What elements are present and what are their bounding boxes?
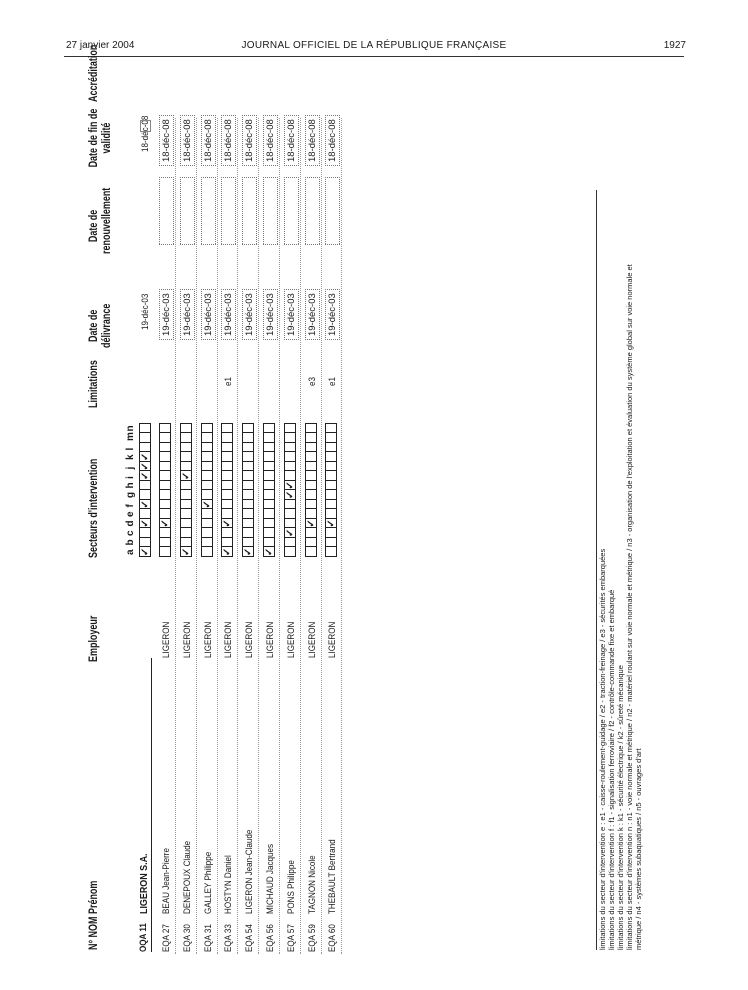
row-renewal <box>284 177 299 245</box>
row-renewal <box>159 177 174 245</box>
sector-empty-box <box>180 490 192 501</box>
sector-empty-box <box>180 528 192 539</box>
sector-empty-box <box>180 423 192 434</box>
row-separator <box>237 118 238 954</box>
row-separator <box>341 118 342 954</box>
sector-checked-box: ✓ <box>140 471 151 480</box>
sector-empty-box <box>325 528 337 539</box>
sector-empty-box <box>242 433 254 444</box>
sector-empty-box <box>284 518 296 529</box>
row-name: DENEPOUX Claude <box>181 840 193 914</box>
row-delivery: 19-déc-03 <box>221 289 236 340</box>
sector-empty-box <box>284 499 296 510</box>
org-number: OQA 11 <box>138 923 149 952</box>
row-sector-boxes <box>305 424 317 557</box>
row-end-validity: 18-déc-08 <box>284 115 299 166</box>
row-name: LIGERON Jean-Claude <box>244 829 256 914</box>
row-name: GALLEY Philippe <box>202 851 214 914</box>
sector-empty-box <box>263 461 275 472</box>
sector-empty-box <box>325 452 337 463</box>
row-renewal <box>325 177 340 245</box>
row-employer: LIGERON <box>202 621 214 658</box>
sector-empty-box <box>305 480 317 491</box>
row-renewal <box>180 177 195 245</box>
sector-letter: g <box>125 491 136 498</box>
sector-empty-box <box>242 490 254 501</box>
sector-checked-box: ✓ <box>180 471 192 480</box>
row-end-validity: 18-déc-08 <box>159 115 174 166</box>
accreditation-checkbox-icon <box>140 120 151 132</box>
sector-empty-box <box>284 509 296 520</box>
sector-empty-box <box>325 480 337 491</box>
sector-empty-box <box>139 480 151 491</box>
sector-empty-box <box>159 537 171 548</box>
sector-empty-box <box>180 452 192 463</box>
sector-empty-box <box>201 537 213 548</box>
row-name: TAGNON Nicole <box>306 855 318 914</box>
sector-empty-box <box>263 423 275 434</box>
sector-empty-box <box>284 547 296 558</box>
row-number: EQA 59 <box>306 924 318 952</box>
sector-letter: f <box>125 504 136 508</box>
sector-empty-box <box>263 433 275 444</box>
row-sector-boxes <box>180 424 192 557</box>
sector-letter: b <box>125 539 136 546</box>
sector-empty-box <box>325 423 337 434</box>
sector-empty-box <box>242 442 254 453</box>
row-sector-boxes <box>221 424 233 557</box>
sector-empty-box <box>221 442 233 453</box>
header-num-name: N° NOM Prénom <box>88 880 100 950</box>
row-sector-boxes <box>201 424 213 557</box>
sector-empty-box <box>305 423 317 434</box>
row-delivery: 19-déc-03 <box>159 289 174 340</box>
sector-empty-box <box>201 509 213 520</box>
sector-empty-box <box>159 461 171 472</box>
sector-empty-box <box>242 423 254 434</box>
sector-empty-box <box>221 471 233 482</box>
org-sector-boxes <box>139 424 151 557</box>
org-name: LIGERON S.A. <box>138 853 150 914</box>
sector-empty-box <box>242 480 254 491</box>
row-delivery: 19-déc-03 <box>201 289 216 340</box>
row-delivery: 19-déc-03 <box>263 289 278 340</box>
sector-checked-box: ✓ <box>140 547 151 556</box>
header-delivery: Date de délivrance <box>88 303 113 349</box>
sector-empty-box <box>180 537 192 548</box>
sector-empty-box <box>325 537 337 548</box>
row-end-validity: 18-déc-08 <box>180 115 195 166</box>
sector-empty-box <box>305 442 317 453</box>
sector-checked-box: ✓ <box>222 547 234 556</box>
footnote-n-cont: métrique / n4 - systèmes subaquatiques / n5 - ouvrages d'art <box>634 748 643 950</box>
sector-empty-box <box>284 461 296 472</box>
row-separator <box>217 118 218 954</box>
sector-empty-box <box>159 423 171 434</box>
footnote-rule <box>596 190 597 950</box>
sector-checked-box: ✓ <box>201 500 213 509</box>
header-sectors: Secteurs d'intervention <box>88 458 100 558</box>
row-limitation: e1 <box>223 377 235 386</box>
sector-empty-box <box>305 547 317 558</box>
sector-empty-box <box>159 452 171 463</box>
sector-empty-box <box>221 528 233 539</box>
sector-empty-box <box>201 480 213 491</box>
row-end-validity: 18-déc-08 <box>325 115 340 166</box>
row-name: HOSTYN Daniel <box>223 855 235 914</box>
sector-empty-box <box>284 471 296 482</box>
sector-empty-box <box>180 499 192 510</box>
sector-empty-box <box>305 509 317 520</box>
row-name: BEAU Jean-Pierre <box>161 848 172 914</box>
sector-empty-box <box>242 461 254 472</box>
sector-checked-box: ✓ <box>305 519 317 528</box>
sector-empty-box <box>159 547 171 558</box>
sector-empty-box <box>159 433 171 444</box>
header-renewal: Date de renouvellement <box>88 187 113 254</box>
sector-checked-box: ✓ <box>264 547 275 556</box>
row-number: EQA 56 <box>265 924 276 952</box>
row-end-validity: 18-déc-08 <box>201 115 216 166</box>
row-sector-boxes <box>325 424 337 557</box>
sector-letter: k <box>125 454 136 460</box>
sector-empty-box <box>305 461 317 472</box>
sector-empty-box <box>263 452 275 463</box>
row-end-validity: 18-déc-08 <box>242 115 257 166</box>
sector-empty-box <box>221 461 233 472</box>
sector-checked-box: ✓ <box>140 452 151 461</box>
row-separator <box>175 118 176 954</box>
row-end-validity: 18-déc-08 <box>305 115 320 166</box>
sector-checked-box: ✓ <box>140 500 151 509</box>
sector-letter: e <box>125 511 136 517</box>
sector-empty-box <box>305 499 317 510</box>
sector-checked-box: ✓ <box>160 519 171 528</box>
sector-letter: h <box>125 482 136 489</box>
row-name: PONS Philippe <box>285 860 297 914</box>
sector-letter: i <box>125 476 136 479</box>
sector-letter: j <box>125 466 136 470</box>
row-renewal <box>242 177 257 245</box>
header-title: JOURNAL OFFICIEL DE LA RÉPUBLIQUE FRANÇAISE <box>241 40 507 51</box>
row-employer: LIGERON <box>223 621 235 658</box>
sector-checked-box: ✓ <box>284 490 296 499</box>
sector-empty-box <box>139 423 151 434</box>
sector-empty-box <box>263 499 275 510</box>
row-employer: LIGERON <box>327 621 339 658</box>
row-number: EQA 54 <box>244 924 256 952</box>
sector-empty-box <box>284 433 296 444</box>
sector-empty-box <box>159 471 171 482</box>
sector-empty-box <box>221 537 233 548</box>
row-number: EQA 30 <box>181 924 193 952</box>
sector-empty-box <box>325 490 337 501</box>
sector-checked-box: ✓ <box>326 519 338 528</box>
header-end-validity: Date de fin de validité <box>88 108 113 168</box>
sector-checked-box: ✓ <box>140 462 151 471</box>
sector-empty-box <box>263 537 275 548</box>
row-name: THEBAULT Bertrand <box>327 839 339 914</box>
sector-empty-box <box>325 499 337 510</box>
sector-empty-box <box>201 442 213 453</box>
sector-empty-box <box>221 499 233 510</box>
sector-empty-box <box>180 518 192 529</box>
row-name: MICHAUD Jacques <box>265 843 276 914</box>
sector-empty-box <box>159 490 171 501</box>
sector-empty-box <box>221 490 233 501</box>
sector-empty-box <box>242 518 254 529</box>
row-separator <box>321 118 322 954</box>
sector-empty-box <box>139 490 151 501</box>
org-end-validity: 18-déc-08 <box>140 115 151 152</box>
row-delivery: 19-déc-03 <box>284 289 299 340</box>
sector-empty-box <box>305 537 317 548</box>
row-number: EQA 31 <box>202 924 214 952</box>
sector-empty-box <box>263 471 275 482</box>
sector-empty-box <box>180 442 192 453</box>
row-employer: LIGERON <box>161 621 172 658</box>
row-employer: LIGERON <box>244 621 256 658</box>
sector-empty-box <box>159 528 171 539</box>
sector-empty-box <box>221 452 233 463</box>
row-number: EQA 27 <box>161 924 172 952</box>
sector-empty-box <box>201 518 213 529</box>
sector-empty-box <box>325 433 337 444</box>
header-employer: Employeur <box>88 615 100 662</box>
sector-empty-box <box>201 461 213 472</box>
sector-empty-box <box>263 480 275 491</box>
sector-empty-box <box>201 452 213 463</box>
sector-empty-box <box>221 480 233 491</box>
sector-checked-box: ✓ <box>140 519 151 528</box>
row-employer: LIGERON <box>306 621 318 658</box>
row-limitation: e1 <box>327 377 339 386</box>
sector-letter: c <box>125 530 136 536</box>
header-accreditation: Accréditation <box>88 44 100 102</box>
sector-empty-box <box>221 509 233 520</box>
sector-empty-box <box>201 433 213 444</box>
sector-empty-box <box>325 442 337 453</box>
sector-empty-box <box>284 452 296 463</box>
sector-letter: m <box>125 432 136 441</box>
sector-empty-box <box>242 537 254 548</box>
sector-checked-box: ✓ <box>180 547 192 556</box>
sector-empty-box <box>284 537 296 548</box>
row-separator <box>196 118 197 954</box>
row-employer: LIGERON <box>285 621 297 658</box>
sector-letter: a <box>125 549 136 555</box>
sector-empty-box <box>242 499 254 510</box>
sector-empty-box <box>284 423 296 434</box>
sector-letter: n <box>125 425 136 432</box>
sector-empty-box <box>284 442 296 453</box>
footnote-e: limitations du secteur d'intervention e : e1 - caisse-roulement-guidage / e2 - traction-freinage / e3 - sécurités embarquées <box>598 548 607 950</box>
sector-empty-box <box>139 528 151 539</box>
sector-empty-box <box>139 537 151 548</box>
sector-checked-box: ✓ <box>284 528 296 537</box>
sector-empty-box <box>180 433 192 444</box>
sector-empty-box <box>305 433 317 444</box>
sector-empty-box <box>242 452 254 463</box>
row-employer: LIGERON <box>265 621 276 658</box>
row-renewal <box>263 177 278 245</box>
row-renewal <box>221 177 236 245</box>
row-sector-boxes <box>242 424 254 557</box>
sector-empty-box <box>159 499 171 510</box>
sector-empty-box <box>263 442 275 453</box>
sector-empty-box <box>305 471 317 482</box>
row-renewal <box>305 177 320 245</box>
row-limitation: e3 <box>306 377 318 386</box>
sector-empty-box <box>305 452 317 463</box>
sector-empty-box <box>242 528 254 539</box>
row-number: EQA 33 <box>223 924 235 952</box>
row-sector-boxes <box>159 424 171 557</box>
sector-empty-box <box>263 509 275 520</box>
sector-empty-box <box>325 509 337 520</box>
sector-checked-box: ✓ <box>222 519 234 528</box>
row-sector-boxes <box>263 424 275 557</box>
org-underline <box>151 658 152 952</box>
org-delivery: 19-déc-03 <box>140 293 151 330</box>
row-number: EQA 57 <box>285 924 297 952</box>
sector-empty-box <box>325 471 337 482</box>
sector-empty-box <box>180 480 192 491</box>
sector-empty-box <box>242 509 254 520</box>
sector-empty-box <box>201 423 213 434</box>
sector-empty-box <box>305 528 317 539</box>
sector-empty-box <box>221 423 233 434</box>
footnote-k: limitations du secteur d'intervention k : k1 - sécurité électrique / k2 - sûreté mécanique <box>616 665 625 950</box>
row-delivery: 19-déc-03 <box>325 289 340 340</box>
sector-letter: l <box>125 447 136 451</box>
row-delivery: 19-déc-03 <box>180 289 195 340</box>
sector-empty-box <box>242 471 254 482</box>
sector-empty-box <box>201 528 213 539</box>
sector-empty-box <box>201 471 213 482</box>
header-limitations: Limitations <box>88 360 100 408</box>
sector-empty-box <box>139 442 151 453</box>
row-end-validity: 18-déc-08 <box>263 115 278 166</box>
row-renewal <box>201 177 216 245</box>
page-number: 1927 <box>663 40 686 51</box>
sector-empty-box <box>305 490 317 501</box>
sector-empty-box <box>325 547 337 558</box>
sector-checked-box: ✓ <box>243 547 255 556</box>
sector-empty-box <box>263 518 275 529</box>
sector-empty-box <box>139 433 151 444</box>
footnote-n: limitations du secteur d'intervention n : n1 - voie normale et métrique / n2 - matériel roulant sur voie normale et métrique / n3 - organisation de l'exploitation et évaluation du système global sur voie normale et <box>625 264 634 950</box>
sector-empty-box <box>180 509 192 520</box>
sector-letter: d <box>125 520 136 527</box>
sector-empty-box <box>180 461 192 472</box>
sector-empty-box <box>159 509 171 520</box>
sector-empty-box <box>139 509 151 520</box>
footnote-f: limitations du secteur d'intervention f : f1 - signalisation ferroviaire / f2 - contrôle-commande fixe et embarqué <box>607 589 616 950</box>
sector-empty-box <box>201 490 213 501</box>
sector-empty-box <box>201 547 213 558</box>
row-separator <box>279 118 280 954</box>
row-number: EQA 60 <box>327 924 339 952</box>
row-delivery: 19-déc-03 <box>305 289 320 340</box>
row-employer: LIGERON <box>181 621 193 658</box>
row-sector-boxes <box>284 424 296 557</box>
sector-empty-box <box>263 490 275 501</box>
sector-empty-box <box>221 433 233 444</box>
sector-empty-box <box>325 461 337 472</box>
row-separator <box>300 118 301 954</box>
sector-empty-box <box>159 442 171 453</box>
sector-empty-box <box>159 480 171 491</box>
row-separator <box>258 118 259 954</box>
row-delivery: 19-déc-03 <box>242 289 257 340</box>
header-date: 27 janvier 2004 <box>66 40 135 51</box>
sector-checked-box: ✓ <box>284 481 296 490</box>
row-end-validity: 18-déc-08 <box>221 115 236 166</box>
sector-empty-box <box>263 528 275 539</box>
